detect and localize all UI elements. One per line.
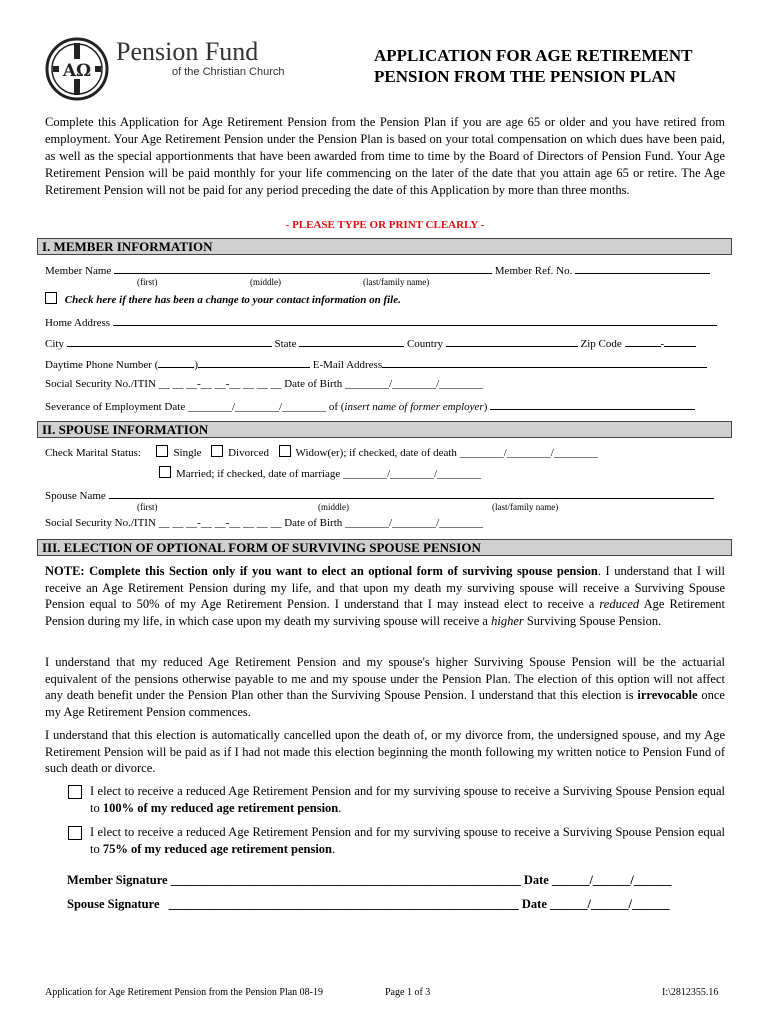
severance-row: Severance of Employment Date ________/________/________ of (insert name of former employer) bbox=[45, 398, 695, 414]
cancellation-paragraph: I understand that this election is automatically cancelled upon the death of, or my divorce from, the undersigned spouse, and my Age Retirement Pension will be paid as if I had not made this election beginning the month following my written notice to Pension Fund of such death or divorce. bbox=[45, 728, 725, 775]
brand-name: Pension Fund bbox=[116, 37, 259, 66]
spouse-signature-date-field[interactable]: ______/______/______ bbox=[550, 897, 670, 911]
ssn-field[interactable]: __ __ __-__ __-__ __ __ __ bbox=[158, 378, 282, 390]
actuarial-paragraph: I understand that my reduced Age Retirement Pension and my spouse's higher Surviving Spouse Pension will be the actuarial equivalent of the pensions otherwise payable to me and my spouse under the Pension Plan. The election of this option will not affect any death benefit under the Pension Plan other than the Surviving Spouse Pension. I understand that this election is irrevocable once my Age Retirement Pension commences. bbox=[45, 655, 725, 719]
section-member-information-heading: I. MEMBER INFORMATION bbox=[37, 238, 732, 255]
first-hint: (first) bbox=[137, 277, 158, 287]
area-code-field[interactable] bbox=[158, 356, 194, 368]
election-100-checkbox[interactable] bbox=[68, 785, 82, 799]
city-field[interactable] bbox=[67, 335, 272, 347]
contact-change-checkbox[interactable] bbox=[45, 292, 57, 304]
member-signature-row: Member Signature ________________________________________________________ Date ______/______/______ bbox=[67, 873, 672, 887]
spouse-first-hint: (first) bbox=[137, 502, 158, 512]
married-checkbox[interactable] bbox=[159, 466, 171, 478]
middle-hint: (middle) bbox=[250, 277, 281, 287]
footer-doc-id: I:\2812355.16 bbox=[662, 987, 719, 998]
spouse-name-field[interactable] bbox=[109, 487, 714, 499]
member-ref-field[interactable] bbox=[575, 262, 710, 274]
widow-checkbox[interactable] bbox=[279, 445, 291, 457]
divorced-checkbox[interactable] bbox=[211, 445, 223, 457]
state-field[interactable] bbox=[299, 335, 404, 347]
city-row: City State Country Zip Code - bbox=[45, 335, 696, 351]
member-signature-field[interactable]: ________________________________________________________ bbox=[170, 873, 521, 887]
zip-ext-field[interactable] bbox=[664, 335, 696, 347]
country-field[interactable] bbox=[446, 335, 578, 347]
section-election-heading: III. ELECTION OF OPTIONAL FORM OF SURVIVING SPOUSE PENSION bbox=[37, 539, 732, 556]
phone-field[interactable] bbox=[198, 356, 310, 368]
svg-text:AΩ: AΩ bbox=[62, 61, 92, 81]
email-field[interactable] bbox=[382, 356, 707, 368]
intro-paragraph: Complete this Application for Age Retirement Pension from the Pension Plan if you are age 65 or older and you have retired from employment. Your Age Retirement Pension under the Pension Plan is based on your total compensation on which dues have been paid, as well as the special apportionments that have been awarded from time to time by the Board of Directors of Pension Fund. Your Age Retirement Pension will be paid monthly for your life commencing on the later of the date that you attain age 65 or retire. The Age Retirement Pension will not be paid for any period preceding the date of this Application by more than three months. bbox=[45, 115, 725, 197]
election-75-checkbox[interactable] bbox=[68, 826, 82, 840]
former-employer-field[interactable] bbox=[490, 398, 695, 410]
section-spouse-information-heading: II. SPOUSE INFORMATION bbox=[37, 421, 732, 438]
spouse-signature-row: Spouse Signature ________________________________________________________ Date ______/______/______ bbox=[67, 897, 670, 911]
severance-date-field[interactable]: ________/________/________ bbox=[187, 401, 327, 413]
zip-field[interactable] bbox=[625, 335, 661, 347]
brand-subtitle: of the Christian Church bbox=[172, 66, 285, 78]
married-row: Married; if checked, date of marriage ________/________/________ bbox=[159, 466, 481, 481]
last-hint: (last/family name) bbox=[363, 277, 430, 287]
page-title: APPLICATION FOR AGE RETIREMENT PENSION FROM THE PENSION PLAN bbox=[374, 46, 693, 86]
spouse-name-row: Spouse Name bbox=[45, 487, 714, 503]
print-clearly-notice: - PLEASE TYPE OR PRINT CLEARLY - bbox=[285, 219, 485, 231]
alpha-omega-seal-icon bbox=[45, 37, 109, 101]
footer-page-number: Page 1 of 3 bbox=[385, 987, 431, 998]
spouse-ssn-row: Social Security No./ITIN __ __ __-__ __-__ __ __ __ Date of Birth ________/________/________ bbox=[45, 517, 484, 529]
member-signature-date-field[interactable]: ______/______/______ bbox=[551, 873, 672, 887]
spouse-dob-field[interactable]: ________/________/________ bbox=[345, 517, 484, 529]
member-name-field[interactable] bbox=[114, 262, 492, 274]
home-address-field[interactable] bbox=[113, 314, 717, 326]
election-100-text: I elect to receive a reduced Age Retirement Pension and for my surviving spouse to receive a Surviving Spouse Pension equal to 100% of my reduced age retirement pension. bbox=[90, 784, 725, 815]
single-checkbox[interactable] bbox=[156, 445, 168, 457]
ssn-row: Social Security No./ITIN __ __ __-__ __-__ __ __ __ Date of Birth ________/________/________ bbox=[45, 378, 484, 390]
election-75-text: I elect to receive a reduced Age Retirement Pension and for my surviving spouse to receive a Surviving Spouse Pension equal to 75% of my reduced age retirement pension. bbox=[90, 825, 725, 856]
spouse-signature-field[interactable]: ________________________________________________________ bbox=[168, 897, 519, 911]
footer-form-name: Application for Age Retirement Pension from the Pension Plan 08-19 bbox=[45, 987, 324, 998]
dob-field[interactable]: ________/________/________ bbox=[345, 378, 484, 390]
date-of-marriage-field[interactable]: ________/________/________ bbox=[343, 468, 482, 480]
note-paragraph: NOTE: Complete this Section only if you want to elect an optional form of surviving spouse pension. I understand that I will receive an Age Retirement Pension during my life, and that upon my death my surviving spouse will receive a Surviving Spouse Pension equal to 50% of my Age Retirement Pension. I understand that I may instead elect to receive a reduced Age Retirement Pension during my life, in which case upon my death my surviving spouse will receive a higher Surviving Spouse Pension. bbox=[45, 564, 726, 628]
marital-status-row: Check Marital Status: Single Divorced Widow(er); if checked, date of death ________/________/________ bbox=[45, 447, 598, 459]
spouse-ssn-field[interactable]: __ __ __-__ __-__ __ __ __ bbox=[158, 517, 282, 529]
contact-change-row: Check here if there has been a change to your contact information on file. bbox=[45, 292, 401, 307]
spouse-middle-hint: (middle) bbox=[318, 502, 349, 512]
spouse-last-hint: (last/family name) bbox=[492, 502, 559, 512]
phone-row: Daytime Phone Number ( ) E-Mail Address bbox=[45, 356, 707, 372]
date-of-death-field[interactable]: ________/________/________ bbox=[459, 447, 598, 459]
member-name-row: Member Name Member Ref. No. bbox=[45, 262, 710, 278]
home-address-row: Home Address bbox=[45, 314, 717, 330]
